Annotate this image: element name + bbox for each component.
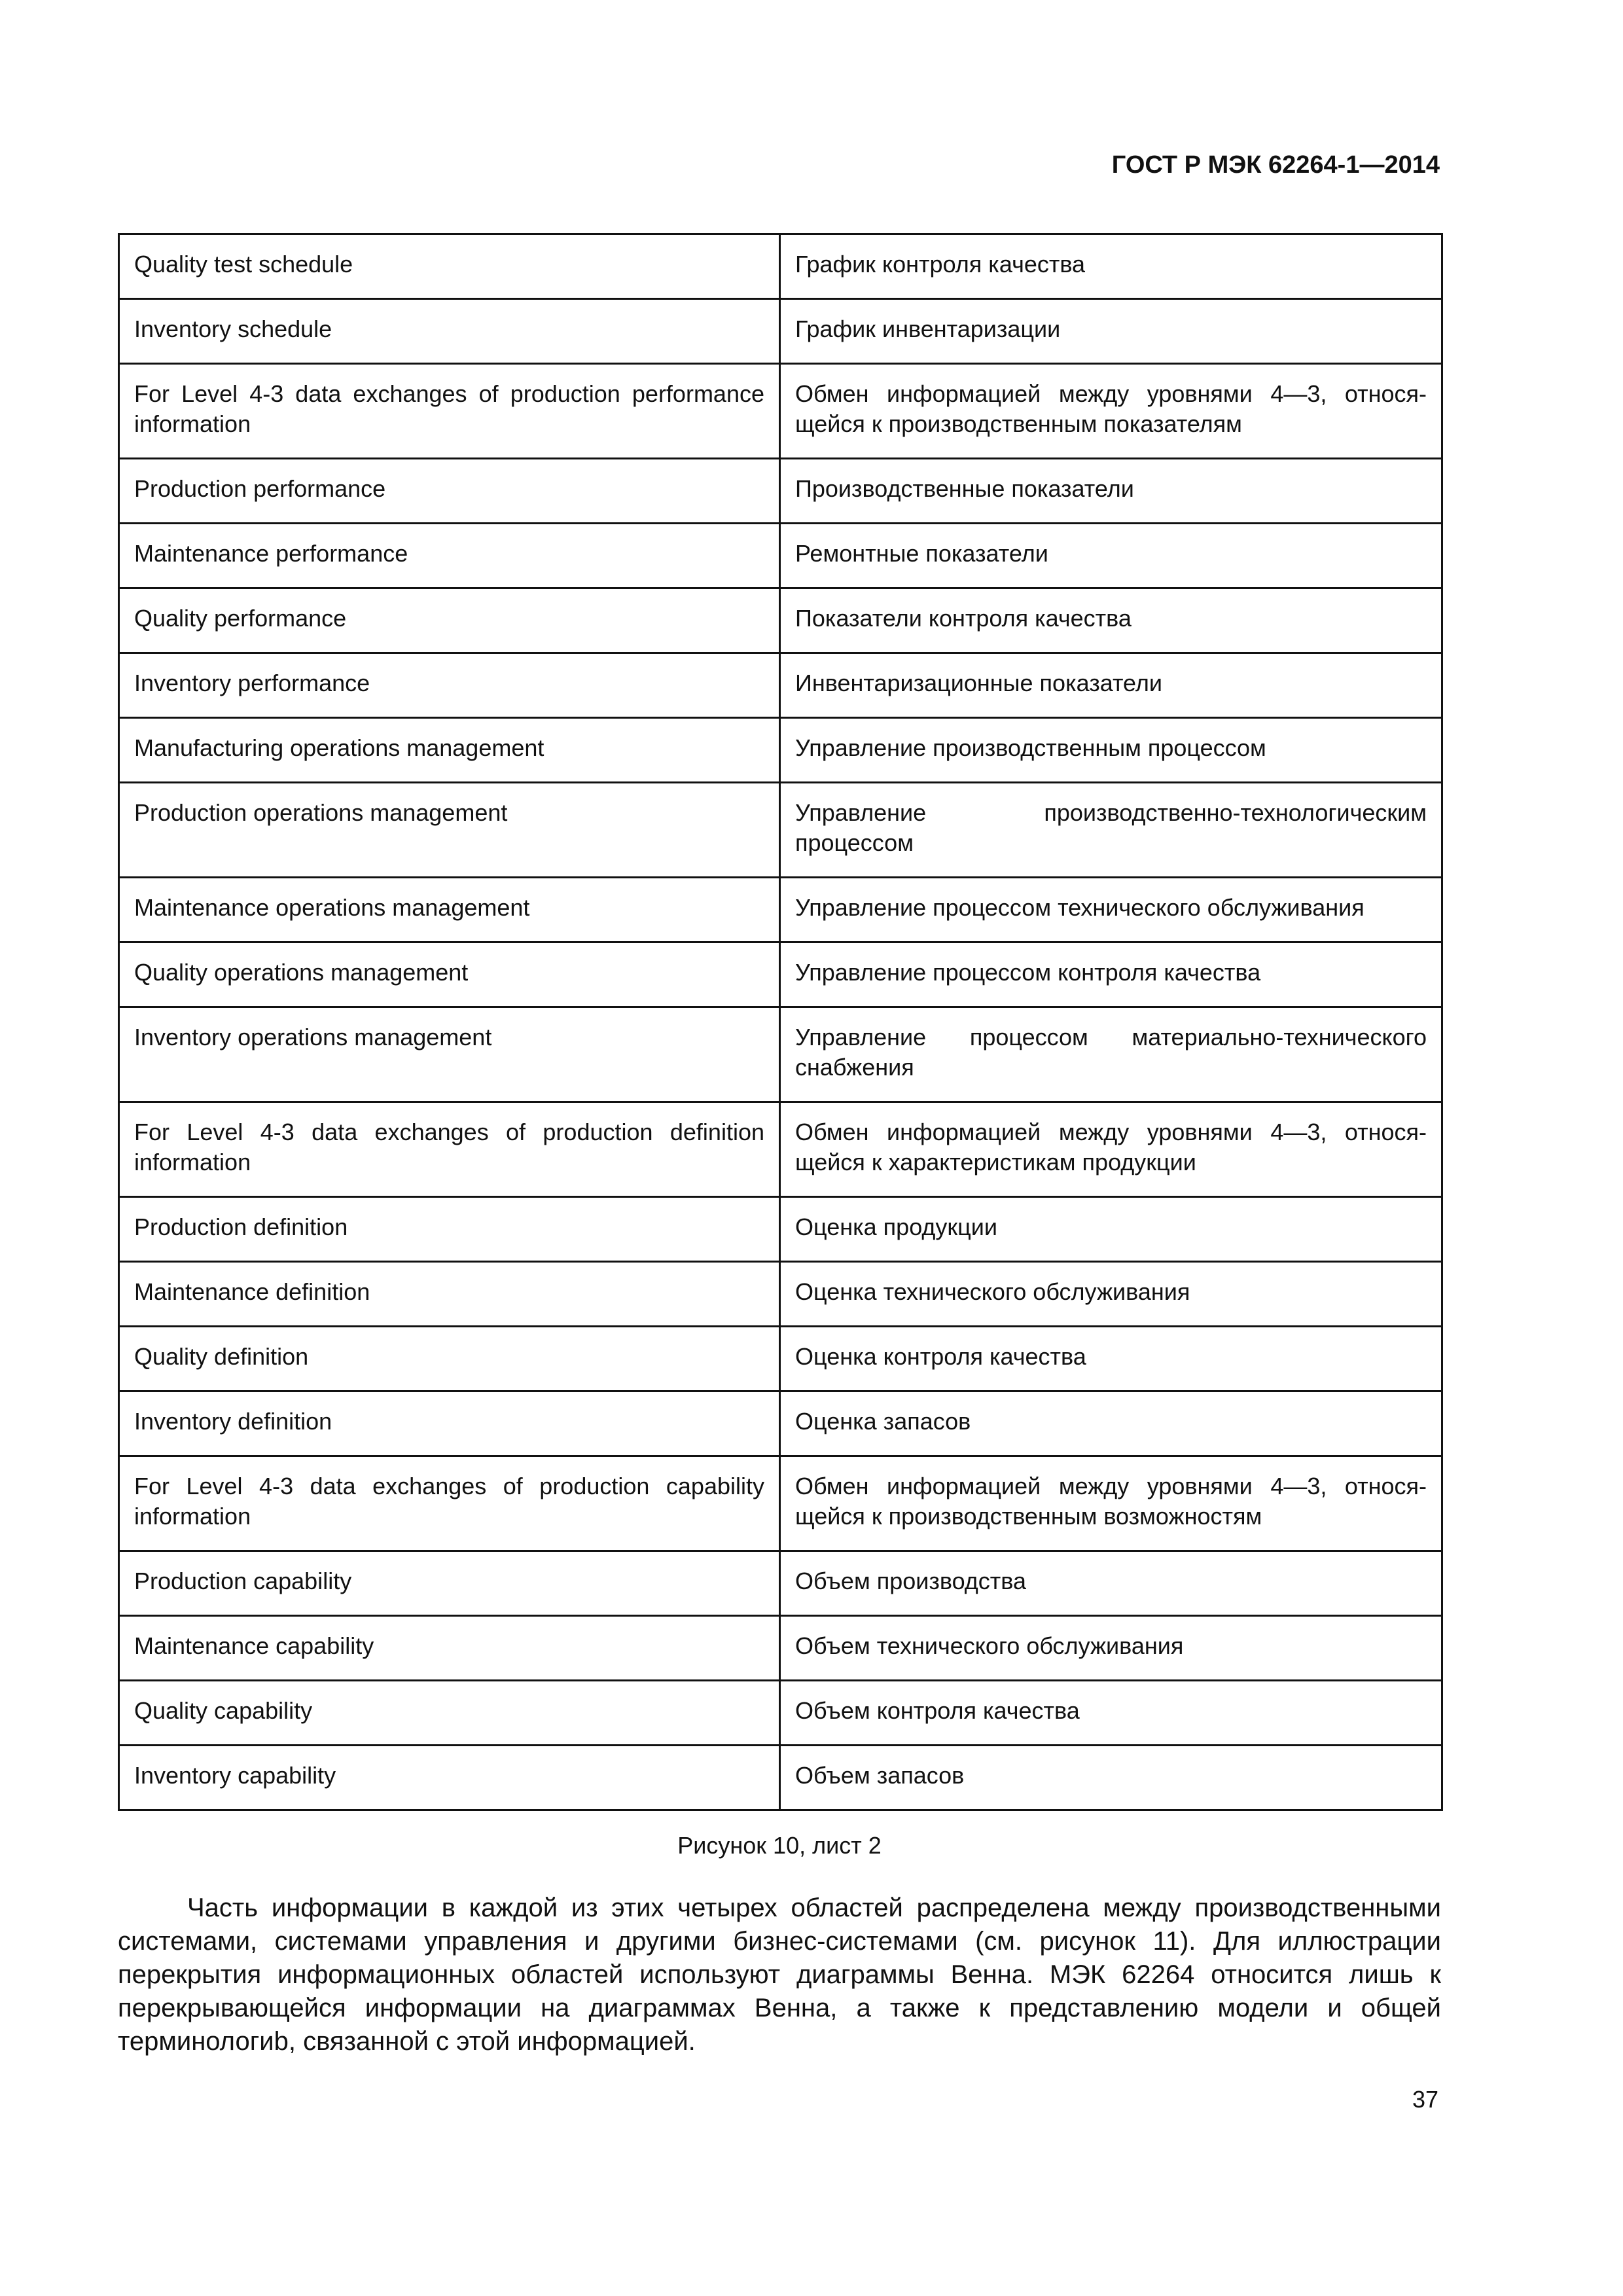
table-row — [119, 1681, 1442, 1746]
term-russian: Обмен информацией между уровнями 4—3, относя-щейся к производственным возможностям — [780, 1456, 1442, 1551]
term-english: Inventory definition — [119, 1391, 780, 1456]
table-row — [119, 718, 1442, 783]
table-row — [119, 1197, 1442, 1262]
table-row — [119, 1007, 1442, 1102]
term-english: Manufacturing operations management — [119, 718, 780, 783]
term-english: Quality capability — [119, 1681, 780, 1746]
table-row — [119, 783, 1442, 878]
term-english: Quality definition — [119, 1327, 780, 1391]
table-row — [119, 1456, 1442, 1551]
term-russian: Обмен информацией между уровнями 4—3, относя-щейся к характеристикам продукции — [780, 1102, 1442, 1197]
term-russian: Оценка контроля качества — [780, 1327, 1442, 1391]
term-russian: Оценка запасов — [780, 1391, 1442, 1456]
term-russian: Производственные показатели — [780, 459, 1442, 524]
body-paragraph: Часть информации в каждой из этих четырех областей распределена между производственными системами, системами управления и другими бизнес-системами (см. рисунок 11). Для иллюстрации перекрытия информационных областей используют диаграммы Венна. МЭК 62264 относится лишь к перекрывающейся информации на диаграммах Венна, а также к представлению модели и общей терминологиb, связанной с этой информацией. — [118, 1893, 1441, 2056]
term-english: Maintenance performance — [119, 524, 780, 588]
term-english: Inventory capability — [119, 1746, 780, 1810]
standard-code: ГОСТ Р МЭК 62264-1—2014 — [1111, 151, 1440, 179]
table-row — [119, 1391, 1442, 1456]
table-row — [119, 942, 1442, 1007]
terminology-table — [118, 233, 1443, 1811]
term-russian: Объем запасов — [780, 1746, 1442, 1810]
page-number: 37 — [1412, 2086, 1438, 2113]
term-russian: Управление процессом материально-технического снабжения — [780, 1007, 1442, 1102]
term-russian: Управление производственно-технологическим процессом — [780, 783, 1442, 878]
term-russian: Управление процессом контроля качества — [780, 942, 1442, 1007]
term-english: For Level 4-3 data exchanges of production definition information — [119, 1102, 780, 1197]
term-russian: График контроля качества — [780, 234, 1442, 299]
term-english: Inventory performance — [119, 653, 780, 718]
term-english: Maintenance definition — [119, 1262, 780, 1327]
term-russian: Оценка продукции — [780, 1197, 1442, 1262]
table-row — [119, 1327, 1442, 1391]
table-row — [119, 1262, 1442, 1327]
term-english: Quality performance — [119, 588, 780, 653]
term-russian: Объем контроля качества — [780, 1681, 1442, 1746]
term-english: Maintenance operations management — [119, 878, 780, 942]
table-row — [119, 459, 1442, 524]
table-row — [119, 524, 1442, 588]
term-russian: Объем производства — [780, 1551, 1442, 1616]
table-row — [119, 1746, 1442, 1810]
term-english: For Level 4-3 data exchanges of production capability information — [119, 1456, 780, 1551]
term-russian: Инвентаризационные показатели — [780, 653, 1442, 718]
figure-caption: Рисунок 10, лист 2 — [677, 1832, 882, 1859]
term-russian: Показатели контроля качества — [780, 588, 1442, 653]
table-row — [119, 588, 1442, 653]
term-english: Production definition — [119, 1197, 780, 1262]
table-row — [119, 364, 1442, 459]
term-english: Production capability — [119, 1551, 780, 1616]
table-row — [119, 234, 1442, 299]
table-row — [119, 1551, 1442, 1616]
table-row — [119, 1102, 1442, 1197]
term-russian: Управление процессом технического обслуживания — [780, 878, 1442, 942]
term-english: Production performance — [119, 459, 780, 524]
term-english: Inventory operations management — [119, 1007, 780, 1102]
term-english: Maintenance capability — [119, 1616, 780, 1681]
term-russian: Управление производственным процессом — [780, 718, 1442, 783]
term-english: Quality operations management — [119, 942, 780, 1007]
term-russian: Ремонтные показатели — [780, 524, 1442, 588]
table-row — [119, 878, 1442, 942]
table-row — [119, 1616, 1442, 1681]
term-english: Inventory schedule — [119, 299, 780, 364]
term-russian: Объем технического обслуживания — [780, 1616, 1442, 1681]
table-row — [119, 299, 1442, 364]
term-russian: График инвентаризации — [780, 299, 1442, 364]
term-english: Production operations management — [119, 783, 780, 878]
term-english: For Level 4-3 data exchanges of production performance information — [119, 364, 780, 459]
table-row — [119, 653, 1442, 718]
term-english: Quality test schedule — [119, 234, 780, 299]
term-russian: Обмен информацией между уровнями 4—3, относя-щейся к производственным показателям — [780, 364, 1442, 459]
term-russian: Оценка технического обслуживания — [780, 1262, 1442, 1327]
